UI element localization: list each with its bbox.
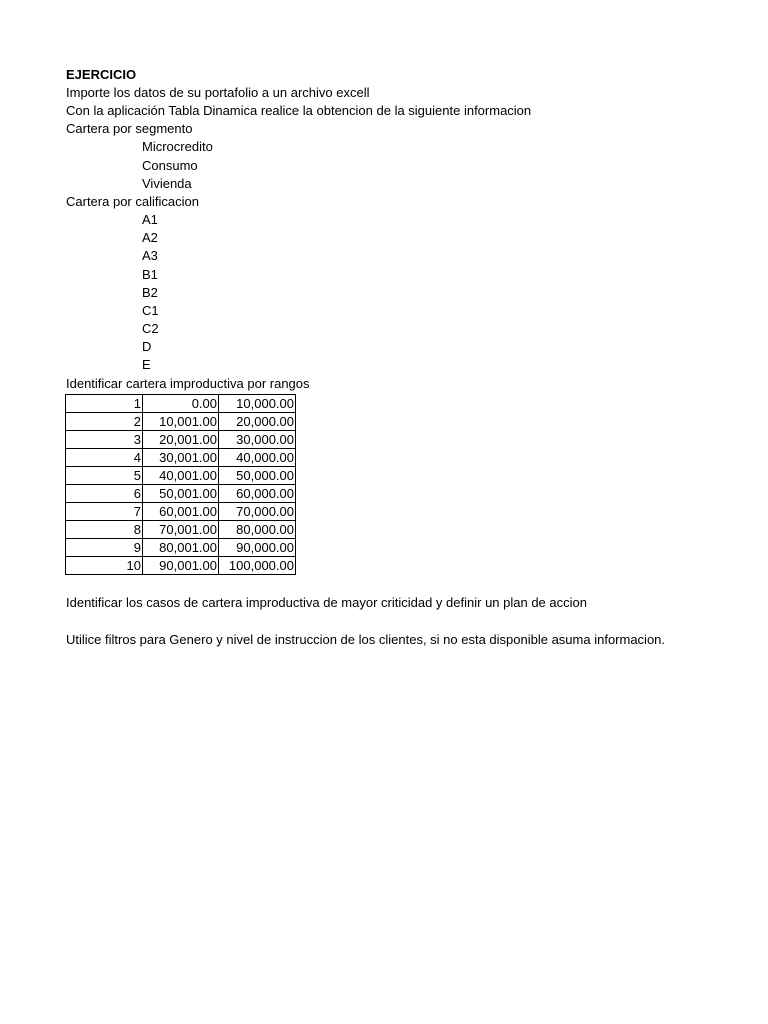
exercise-title: EJERCICIO: [66, 67, 137, 82]
rating-item: B2: [142, 285, 158, 300]
range-index: 9: [66, 539, 143, 557]
range-index: 6: [66, 485, 143, 503]
range-to: 30,000.00: [219, 431, 296, 449]
rating-item: B1: [142, 267, 158, 282]
range-to: 100,000.00: [219, 557, 296, 575]
range-from: 30,001.00: [143, 449, 219, 467]
range-from: 0.00: [143, 395, 219, 413]
instruction-import: Importe los datos de su portafolio a un archivo excell: [66, 85, 370, 100]
range-to: 90,000.00: [219, 539, 296, 557]
range-index: 2: [66, 413, 143, 431]
segment-item: Microcredito: [142, 139, 213, 154]
range-index: 10: [66, 557, 143, 575]
range-to: 40,000.00: [219, 449, 296, 467]
range-index: 1: [66, 395, 143, 413]
segment-heading: Cartera por segmento: [66, 121, 193, 136]
table-row: [66, 449, 296, 467]
range-to: 80,000.00: [219, 521, 296, 539]
range-index: 7: [66, 503, 143, 521]
range-to: 10,000.00: [219, 395, 296, 413]
table-row: [66, 485, 296, 503]
range-index: 8: [66, 521, 143, 539]
instruction-pivot-table: Con la aplicación Tabla Dinamica realice la obtencion de la siguiente informacion: [66, 103, 532, 118]
range-from: 20,001.00: [143, 431, 219, 449]
table-row: [66, 521, 296, 539]
range-from: 50,001.00: [143, 485, 219, 503]
table-row: [66, 467, 296, 485]
segment-item: Consumo: [142, 158, 198, 173]
range-from: 90,001.00: [143, 557, 219, 575]
range-from: 10,001.00: [143, 413, 219, 431]
instruction-filters: Utilice filtros para Genero y nivel de instruccion de los clientes, si no esta disponible asuma informacion.: [66, 632, 666, 647]
rating-item: E: [142, 357, 151, 372]
rating-item: C1: [142, 303, 159, 318]
rating-heading: Cartera por calificacion: [66, 194, 199, 209]
range-from: 70,001.00: [143, 521, 219, 539]
range-to: 70,000.00: [219, 503, 296, 521]
range-to: 50,000.00: [219, 467, 296, 485]
table-row: [66, 395, 296, 413]
range-index: 3: [66, 431, 143, 449]
ranges-table: [65, 394, 296, 575]
rating-item: A3: [142, 248, 158, 263]
range-from: 40,001.00: [143, 467, 219, 485]
rating-item: A1: [142, 212, 158, 227]
rating-item: C2: [142, 321, 159, 336]
range-to: 20,000.00: [219, 413, 296, 431]
rating-item: A2: [142, 230, 158, 245]
range-to: 60,000.00: [219, 485, 296, 503]
table-row: [66, 539, 296, 557]
table-row: [66, 413, 296, 431]
table-row: [66, 557, 296, 575]
range-index: 5: [66, 467, 143, 485]
range-from: 60,001.00: [143, 503, 219, 521]
table-row: [66, 431, 296, 449]
table-row: [66, 503, 296, 521]
range-from: 80,001.00: [143, 539, 219, 557]
ranges-heading: Identificar cartera improductiva por rangos: [66, 376, 310, 391]
range-index: 4: [66, 449, 143, 467]
instruction-criticality: Identificar los casos de cartera improductiva de mayor criticidad y definir un plan de accion: [66, 595, 587, 610]
segment-item: Vivienda: [142, 176, 192, 191]
rating-item: D: [142, 339, 152, 354]
